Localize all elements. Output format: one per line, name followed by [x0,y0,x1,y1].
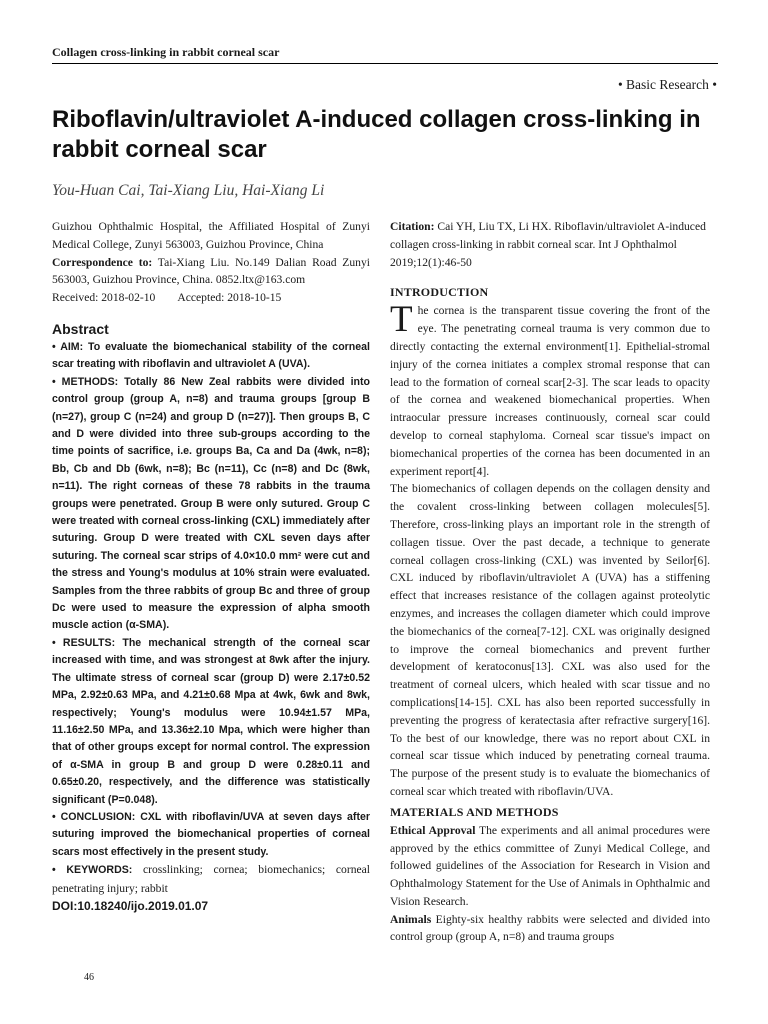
introduction-heading: INTRODUCTION [390,285,489,300]
received-date: Received: 2018-02-10 [52,291,156,305]
authors: You-Huan Cai, Tai-Xiang Liu, Hai-Xiang Li [52,182,325,199]
dates-row [52,289,370,307]
abstract-methods: • METHODS: Totally 86 New Zeal rabbits were divided into control group (group A, n=8) and trauma groups [group B (n=27), group C (n=24) and group D (n=27)]. Then groups B, C and D were divided into three sub-groups according to the time points of sacrifice, i.e. groups Ba, Ca and Da (4wk, n=8); Bb, Cb and Db (6wk, n=8); Bc (n=11), Cc (n=8) and Dc (8wk, n=11). The right corneas of these 78 rabbits in the trauma groups were penetrated. Group B were only sutured. Group C were treated with corneal cross-linking (CXL) immediately after suturing. Group D were treated with CXL seven days after suturing. The corneal scar strips of 4.0×10.0 mm² were cut and the stress and Young's modulus at 10% strain were evaluated. Samples from the three rabbits of group Bc and three of group Dc were used to measure the expression of alpha smooth muscle action (α-SMA). [52,375,370,632]
abstract-conclusion: • CONCLUSION: CXL with riboflavin/UVA at seven days after suturing improved the biomechanical properties of corneal scars most effectively in the present study. [52,810,370,858]
correspondence-text: Tai-Xiang Liu. No.149 Dalian Road Zunyi 563003, Guizhou Province, China. 0852.ltx@163.com [52,255,370,287]
citation-label: Citation: [390,220,435,233]
ethical-label: Ethical Approval [390,823,476,837]
keywords [52,861,370,897]
drop-cap: T [390,299,413,341]
intro-text-1: he cornea is the transparent tissue covering the front of the eye. The penetrating corneal trauma is very common due to directly contacting the external environment[1]. Epithelial-stromal injury of the cornea initiates a complex stromal response that can lead to the formation of corneal scar[2-3]. The scar leads to opacity of the cornea and weakened biomechanical properties. When intraocular pressure increases continuously, corneal scar could develop to corneal staphyloma. Corneal scar tissue's impact on biomechanical properties of the cornea has been documented in an experiment report[4]. [390,304,710,478]
doi-link[interactable]: DOI:10.18240/ijo.2019.01.07 [52,898,209,913]
keywords-text: crosslinking; cornea; biomechanics; corneal penetrating injury; rabbit [52,863,370,895]
animals [390,911,710,947]
methods-heading: MATERIALS AND METHODS [390,804,559,819]
section-tag: • Basic Research • [617,77,717,92]
page-number: 46 [84,972,94,983]
citation [390,218,710,271]
ethical-approval [390,822,710,911]
abstract-aim: • AIM: To evaluate the biomechanical stability of the corneal scar treating with riboflavin and ultraviolet A (UVA). [52,340,370,371]
ethical-text: The experiments and all animal procedures were approved by the ethics committee of Zunyi Medical College, and followed guidelines of the Association for Research in Vision and Ophthalmology Statement for the Use of Animals in Ophthalmic and Vision Research. [390,823,710,908]
header-rule [52,63,718,64]
left-column [52,218,370,913]
intro-paragraph-1 [390,299,710,480]
article-title: Riboflavin/ultraviolet A-induced collagen cross-linking in rabbit corneal scar [52,106,701,163]
correspondence-label: Correspondence to: [52,255,153,269]
running-head: Collagen cross-linking in rabbit corneal scar [52,45,280,59]
accepted-date: Accepted: 2018-10-15 [177,291,282,305]
animals-text: Eighty-six healthy rabbits were selected and divided into control group (group A, n=8) and trauma groups [390,912,710,944]
keywords-label: • KEYWORDS: [52,864,133,877]
right-column [390,218,710,946]
correspondence [52,254,370,290]
citation-text: Cai YH, Liu TX, Li HX. Riboflavin/ultraviolet A-induced collagen cross-linking in rabbit corneal scar. Int J Ophthalmol 2019;12(1):46-50 [390,220,706,269]
abstract-results: • RESULTS: The mechanical strength of the corneal scar increased with time, and was strongest at 8wk after the injury. The ultimate stress of corneal scar (group D) were 2.17±0.52 MPa, 2.92±0.63 MPa, and 4.21±0.68 Mpa at 4wk, 6wk and 8wk, respectively; Young's modulus were 10.94±1.57 MPa, 11.16±2.50 MPa, and 13.36±2.10 Mpa, which were higher than that of other groups except for normal control. The expression of α-SMA in group B and group D were 0.28±0.11 and 0.65±0.20, respectively, and the difference was statistically significant (P=0.048). [52,636,370,806]
abstract-heading: Abstract [52,320,109,337]
affiliation: Guizhou Ophthalmic Hospital, the Affiliated Hospital of Zunyi Medical College, Zunyi 563003, Guizhou Province, China [52,220,370,251]
intro-paragraph-2: The biomechanics of collagen depends on the collagen density and the covalent cross-linking between collagen molecules[5]. Therefore, cross-linking plays an important role in the strength of collagen tissue. Over the past decade, a technique to generate corneal collagen cross-linking (CXL) was invented by Seilor[6]. CXL induced by riboflavin/ultraviolet A (UVA) has a stiffening effect that increases resistance of the collagen against proteolytic enzymes, and increases the collagen diameter which could improve the biomechanics of the cornea[7-12]. CXL was originally designed to improve the corneal biomechanics and prevent further development of keratoconus[13]. CXL was also used for the treatment of corneal ulcers, which healed with scar tissue and no complications[14-15]. CXL has also been reported successfully in preventing the progress of keratectasia after refractive surgery[16]. To the best of our knowledge, there was no report about CXL in corneal scar tissue which induced by penetrating corneal trauma. The purpose of the present study is to evaluate the biomechanics of corneal scar which treated with riboflavin/UVA. [390,482,710,798]
animals-label: Animals [390,912,432,926]
